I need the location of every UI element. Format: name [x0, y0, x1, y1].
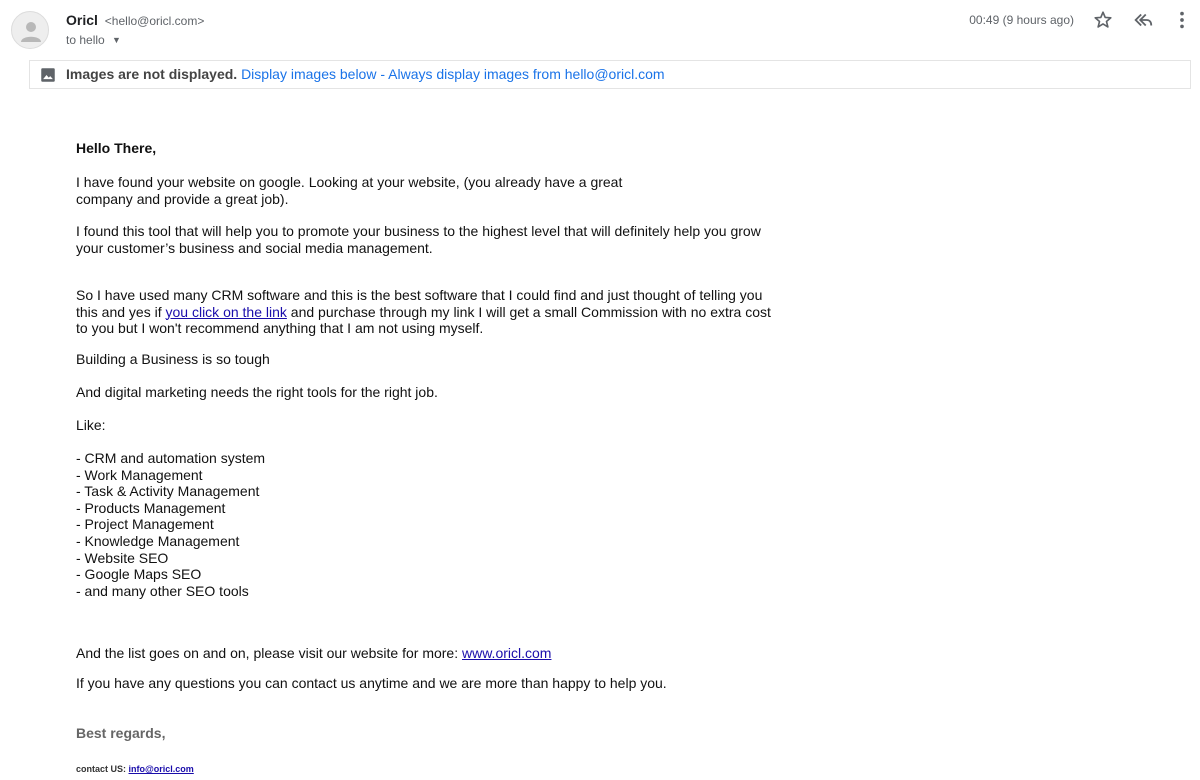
recipient-label: to hello [66, 33, 105, 47]
star-button[interactable] [1092, 9, 1114, 31]
recipient-line[interactable] [66, 33, 121, 47]
intro-paragraph: I have found your website on google. Looking at your website, (you already have a great company and provide a great job). [76, 174, 623, 207]
star-icon [1092, 9, 1114, 31]
always-display-images-link[interactable]: Always display images from hello@oricl.com [388, 66, 665, 82]
business-tough-paragraph: Building a Business is so tough [76, 351, 270, 367]
list-item: - Google Maps SEO [76, 566, 202, 583]
list-item: - Work Management [76, 466, 203, 483]
questions-paragraph: If you have any questions you can contact us anytime and we are more than happy to help you. [76, 675, 667, 691]
chevron-down-icon[interactable]: ▼ [112, 35, 121, 45]
list-item: - Products Management [76, 499, 226, 516]
digital-marketing-paragraph: And digital marketing needs the right tools for the right job. [76, 384, 438, 400]
image-icon [39, 66, 57, 84]
crm-paragraph [76, 287, 776, 337]
list-item: - CRM and automation system [76, 450, 266, 466]
more-options-button[interactable] [1171, 9, 1193, 31]
list-item: - Knowledge Management [76, 532, 240, 549]
sender-name[interactable]: Oricl [66, 12, 98, 28]
like-label: Like: [76, 417, 106, 433]
contact-line [76, 761, 194, 778]
list-item: - Task & Activity Management [76, 483, 260, 500]
feature-list [76, 450, 265, 599]
crm-paragraph-start: So I have used many CRM software and this is the best software that I could find and just thought of telling you this and yes if [76, 287, 763, 320]
website-link[interactable]: www.oricl.com [462, 645, 552, 661]
signoff: Best regards, [76, 725, 166, 741]
timestamp: 00:49 (9 hours ago) [969, 13, 1074, 27]
list-item: - and many other SEO tools [76, 582, 249, 599]
images-hidden-banner [29, 60, 1191, 89]
crm-paragraph-end: and purchase through my link I will get a small Commission with no extra cost to you but I won't recommend anything that I am not using myself. [76, 303, 771, 336]
sender-email: <hello@oricl.com> [104, 14, 205, 28]
greeting: Hello There, [76, 140, 157, 156]
reply-icon [1132, 9, 1154, 31]
contact-email-link[interactable]: info@oricl.com [128, 764, 194, 774]
display-images-below-link[interactable]: Display images below [241, 66, 377, 82]
avatar-icon [12, 12, 49, 49]
website-paragraph-text: And the list goes on and on, please visit our website for more: [76, 645, 462, 661]
more-vert-icon [1171, 9, 1193, 31]
reply-button[interactable] [1132, 9, 1154, 31]
sender-line [66, 12, 204, 28]
website-paragraph [76, 645, 551, 662]
affiliate-link[interactable]: you click on the link [165, 303, 287, 320]
list-item: - Website SEO [76, 549, 169, 566]
list-item: - Project Management [76, 516, 214, 533]
banner-separator: - [376, 66, 389, 82]
contact-label: contact US: [76, 764, 129, 774]
sender-avatar[interactable] [11, 11, 49, 49]
banner-text [66, 66, 665, 82]
images-not-displayed-label: Images are not displayed. [66, 66, 238, 82]
email-header [0, 0, 1200, 60]
tool-paragraph: I found this tool that will help you to promote your business to the highest level that will definitely help you grow your customer’s business and social media management. [76, 223, 761, 256]
